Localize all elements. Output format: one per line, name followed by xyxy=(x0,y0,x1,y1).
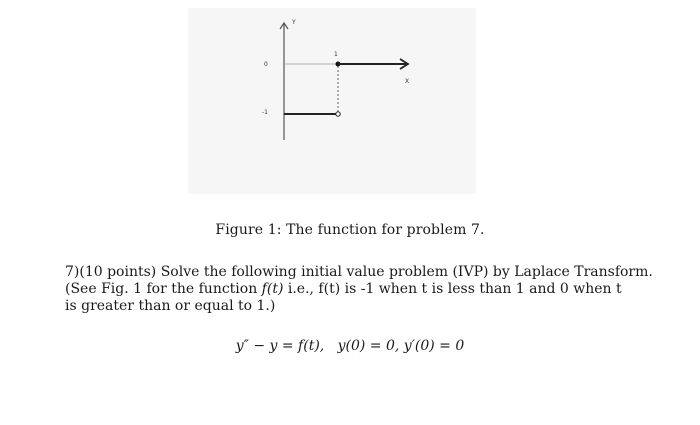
tick-label-neg-one: -1 xyxy=(262,109,268,116)
initial-conditions: y(0) = 0, y′(0) = 0 xyxy=(337,338,465,354)
y-axis-label: Y xyxy=(292,19,296,26)
problem-line-3: is greater than or equal to 1.) xyxy=(65,298,276,314)
step-function-plot xyxy=(188,8,476,194)
function-figure xyxy=(188,8,476,194)
ivp-equation xyxy=(0,338,700,354)
differential-equation: y″ − y = f(t), xyxy=(235,338,325,354)
tick-label-zero: 0 xyxy=(264,61,268,68)
problem-line-2 xyxy=(65,281,622,298)
function-notation: f(t) xyxy=(261,281,284,297)
problem-statement xyxy=(65,264,653,315)
problem-line-2-suffix: i.e., f(t) is -1 when t is less than 1 and 0 when t xyxy=(283,281,622,297)
figure-caption: Figure 1: The function for problem 7. xyxy=(215,222,485,238)
tick-label-one: 1 xyxy=(334,51,338,58)
problem-line-1: 7)(10 points) Solve the following initial value problem (IVP) by Laplace Transform. xyxy=(65,264,653,280)
problem-line-2-prefix: (See Fig. 1 for the function xyxy=(65,281,262,297)
open-endpoint xyxy=(336,112,340,116)
x-axis-label: X xyxy=(405,78,410,85)
